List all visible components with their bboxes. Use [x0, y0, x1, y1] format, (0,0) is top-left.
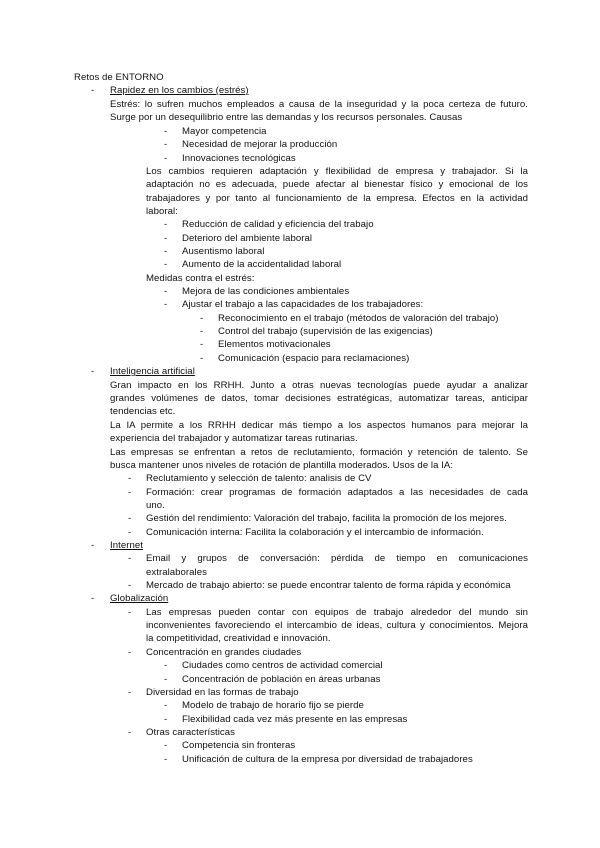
bullet-dash: - [128, 647, 132, 658]
list-item-continuation: extralaborales [146, 567, 207, 578]
list-item: Mercado de trabajo abierto: se puede encontrar talento de forma rápida y económica [146, 580, 511, 591]
list-item-continuation: inconvenientes favoreciendo el intercambio de ideas, cultura y conocimientos. Mejora [146, 620, 528, 631]
bullet-dash: - [164, 219, 168, 230]
list-item: Ajustar el trabajo a las capacidades de los trabajadores: [182, 299, 424, 310]
paragraph-line: Surge por un desequilibrio entre las demandas y los recursos personales. Causas [110, 112, 463, 123]
section-heading-ia: Inteligencia artificial [110, 366, 195, 377]
list-item-continuation: la competitividad, creatividad e innovación. [146, 633, 331, 644]
list-item: Mayor competencia [182, 126, 267, 137]
list-item: Reclutamiento y selección de talento: analisis de CV [146, 473, 372, 484]
bullet-dash: - [128, 580, 132, 591]
list-item: Aumento de la accidentalidad laboral [182, 259, 342, 270]
paragraph-line: Las empresas se enfrentan a retos de reclutamiento, formación y retención de talento. Se [110, 447, 528, 458]
bullet-dash: - [91, 540, 95, 551]
bullet-dash: - [128, 727, 132, 738]
bullet-dash: - [128, 513, 132, 524]
bullet-dash: - [164, 714, 168, 725]
paragraph-line: Estrés: lo sufren muchos empleados a causa de la inseguridad y la poca certeza de futuro. [110, 99, 528, 110]
bullet-dash: - [91, 593, 95, 604]
bullet-dash: - [164, 299, 168, 310]
bullet-dash: - [164, 700, 168, 711]
bullet-dash: - [128, 527, 132, 538]
paragraph-line: tendencias etc. [110, 406, 176, 417]
list-item: Comunicación interna: Facilita la colaboración y el intercambio de información. [146, 527, 484, 538]
list-item: Reconocimiento en el trabajo (métodos de valoración del trabajo) [218, 313, 499, 324]
bullet-dash: - [128, 687, 132, 698]
list-item: Competencia sin fronteras [182, 740, 296, 751]
bullet-dash: - [164, 660, 168, 671]
list-item: Deterioro del ambiente laboral [182, 233, 313, 244]
list-item: Concentración en grandes ciudades [146, 647, 302, 658]
list-item: Necesidad de mejorar la producción [182, 139, 338, 150]
paragraph-line: Gran impacto en los RRHH. Junto a otras nuevas tecnologías puede ayudar a analizar [110, 380, 528, 391]
list-item: Mejora de las condiciones ambientales [182, 286, 350, 297]
bullet-dash: - [128, 553, 132, 564]
list-item: Innovaciones tecnológicas [182, 153, 296, 164]
list-item: Concentración de población en áreas urbanas [182, 674, 381, 685]
bullet-dash: - [164, 740, 168, 751]
paragraph-line: busca mantener unos niveles de rotación de plantilla moderados. Usos de la IA: [110, 460, 454, 471]
paragraph-line: grandes volúmenes de datos, tomar decisiones estratégicas, automatizar tareas, anticipar [110, 393, 528, 404]
section-heading-globalizacion: Globalización [110, 593, 169, 604]
paragraph-line: experiencia del trabajador y automatizar tareas rutinarias. [110, 433, 358, 444]
list-item: Otras características [146, 727, 236, 738]
bullet-dash: - [164, 754, 168, 765]
bullet-dash: - [200, 326, 204, 337]
bullet-dash: - [164, 153, 168, 164]
paragraph-line: Los cambios requieren adaptación y flexibilidad de empresa y trabajador. Si la [146, 166, 528, 177]
paragraph-line: laboral: [146, 206, 178, 217]
list-item: Flexibilidad cada vez más presente en las empresas [182, 714, 408, 725]
bullet-dash: - [164, 233, 168, 244]
list-item: Reducción de calidad y eficiencia del trabajo [182, 219, 374, 230]
list-item: Ciudades como centros de actividad comercial [182, 660, 383, 671]
list-item: Elementos motivacionales [218, 339, 331, 350]
bullet-dash: - [200, 313, 204, 324]
list-item: Unificación de cultura de la empresa por diversidad de trabajadores [182, 754, 473, 765]
list-item: Las empresas pueden contar con equipos de trabajo alrededor del mundo sin [146, 607, 528, 618]
list-item: Control del trabajo (supervisión de las exigencias) [218, 326, 433, 337]
bullet-dash: - [164, 286, 168, 297]
bullet-dash: - [128, 473, 132, 484]
bullet-dash: - [128, 487, 132, 498]
paragraph-line: adaptación no es adecuada, puede afectar al bienestar físico y emocional de los [146, 179, 528, 190]
section-heading-rapidez: Rapidez en los cambios (estrés) [110, 85, 249, 96]
list-item: Formación: crear programas de formación adaptados a las necesidades de cada [146, 487, 528, 498]
list-item: Comunicación (espacio para reclamaciones) [218, 353, 410, 364]
section-heading-internet: Internet [110, 540, 143, 551]
bullet-dash: - [200, 339, 204, 350]
bullet-dash: - [128, 607, 132, 618]
bullet-dash: - [164, 259, 168, 270]
list-item: Gestión del rendimiento: Valoración del trabajo, facilita la promoción de los mejores. [146, 513, 507, 524]
bullet-dash: - [200, 353, 204, 364]
paragraph-line: trabajadores y por tanto al funcionamiento de la empresa. Efectos en la actividad [146, 193, 528, 204]
bullet-dash: - [164, 246, 168, 257]
paragraph-line: La IA permite a los RRHH dedicar más tiempo a los aspectos humanos para mejorar la [110, 420, 528, 431]
bullet-dash: - [91, 85, 95, 96]
list-item-continuation: uno. [146, 500, 165, 511]
bullet-dash: - [91, 366, 95, 377]
bullet-dash: - [164, 126, 168, 137]
paragraph-line: Medidas contra el estrés: [146, 273, 255, 284]
list-item: Ausentismo laboral [182, 246, 265, 257]
page-title: Retos de ENTORNO [74, 72, 164, 83]
list-item: Email y grupos de conversación: pérdida de tiempo en comunicaciones [146, 553, 528, 564]
list-item: Diversidad en las formas de trabajo [146, 687, 299, 698]
bullet-dash: - [164, 139, 168, 150]
list-item: Modelo de trabajo de horario fijo se pierde [182, 700, 364, 711]
bullet-dash: - [164, 674, 168, 685]
